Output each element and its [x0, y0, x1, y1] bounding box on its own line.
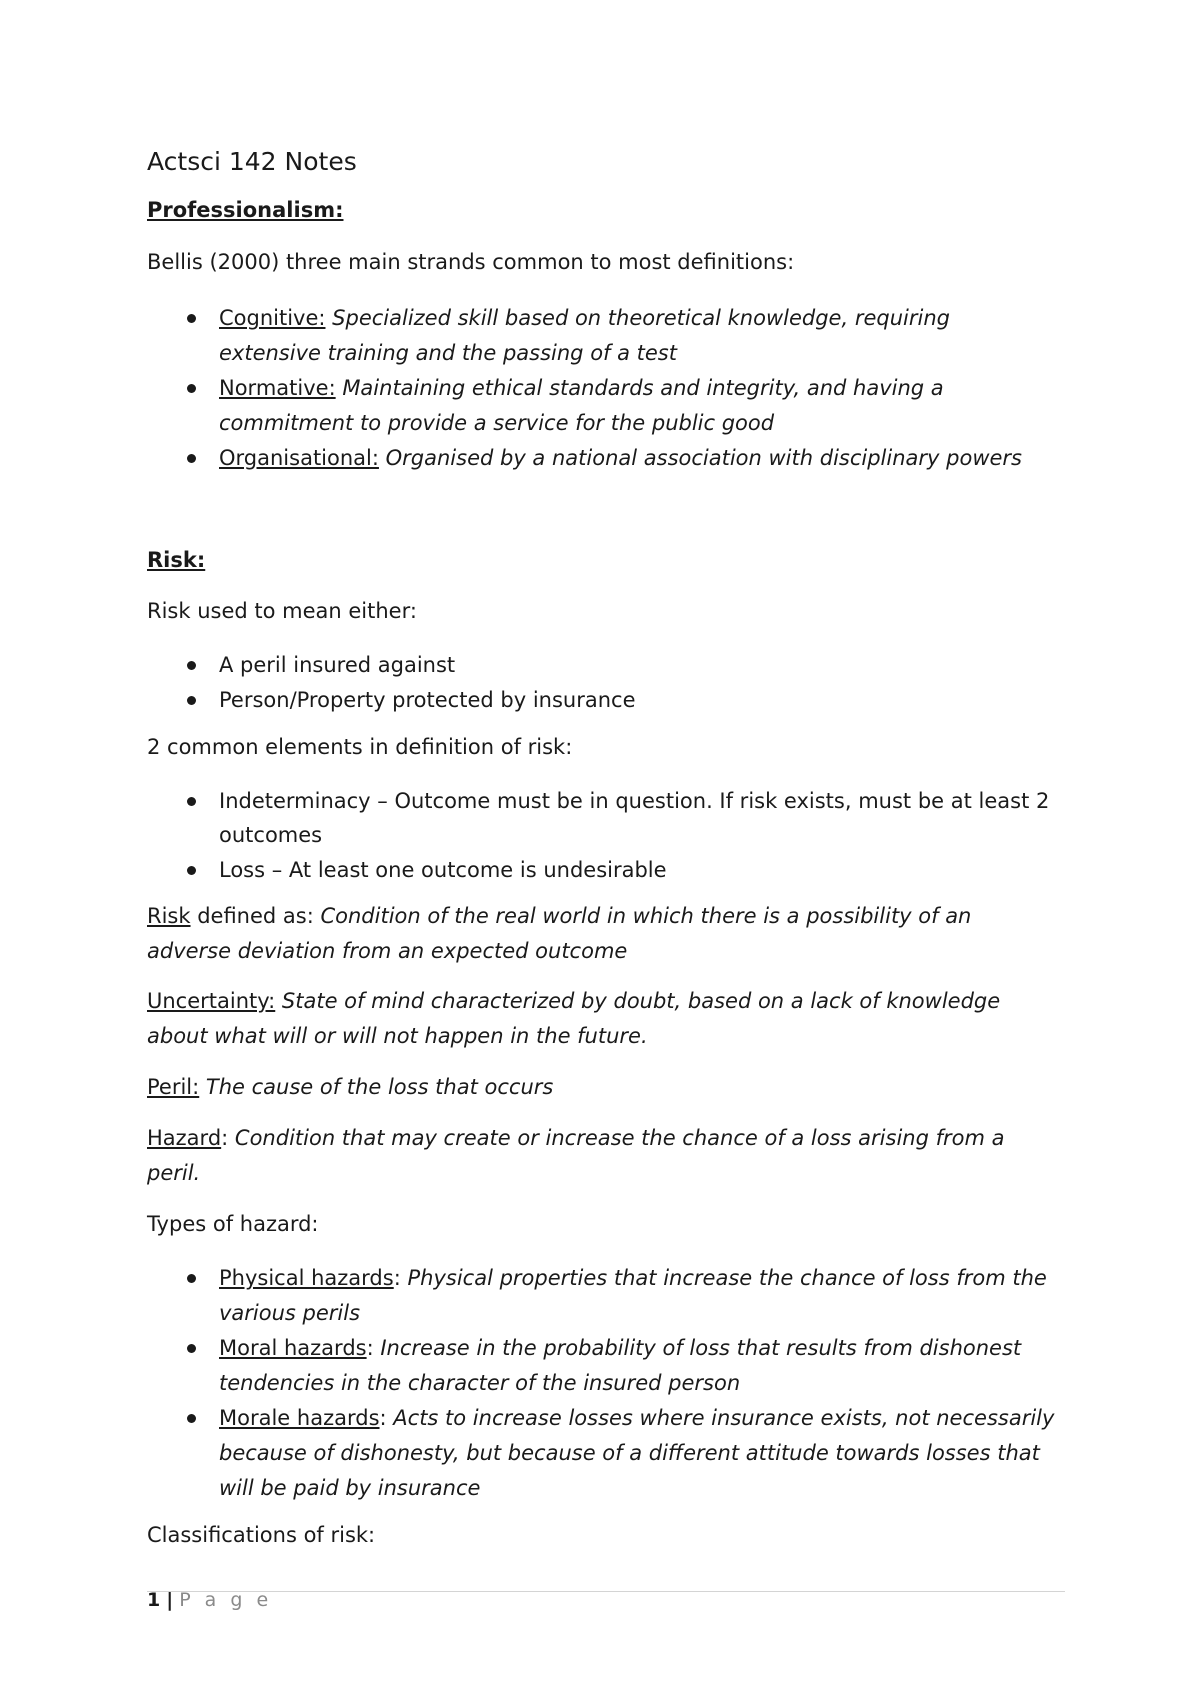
common-elements-intro: 2 common elements in definition of risk:: [147, 735, 573, 759]
definition-text: Increase in the probability of loss that results from dishonest: [380, 1336, 1022, 1360]
bullet-icon: [187, 1274, 196, 1283]
classifications-heading: Classifications of risk:: [147, 1523, 376, 1547]
bullet-icon: [187, 1344, 196, 1353]
definition-text: Condition that may create or increase the chance of a loss arising from a: [234, 1126, 1005, 1150]
page-number: 1: [147, 1589, 161, 1611]
footer-divider: [147, 1591, 1065, 1592]
list-item: Morale hazards: Acts to increase losses where insurance exists, not necessarily: [219, 1406, 1055, 1430]
bullet-icon: [187, 1414, 196, 1423]
bullet-icon: [187, 797, 196, 806]
risk-definition: [147, 904, 971, 928]
risk-used-to-mean: Risk used to mean either:: [147, 599, 417, 623]
term-cognitive: Cognitive:: [219, 306, 326, 330]
list-item-continuation: outcomes: [219, 823, 323, 847]
term-organisational: Organisational:: [219, 446, 379, 470]
term-physical-hazards: Physical hazards: [219, 1266, 394, 1290]
list-item: Person/Property protected by insurance: [219, 688, 636, 712]
term-hazard: Hazard: [147, 1126, 222, 1150]
definition-text: Physical properties that increase the chance of loss from the: [407, 1266, 1047, 1290]
definition-text: about what will or will not happen in the future.: [147, 1024, 648, 1048]
definition-text: peril.: [147, 1161, 201, 1185]
risk-definition-continuation: [147, 939, 627, 963]
list-item: Moral hazards: Increase in the probability of loss that results from dishonest: [219, 1336, 1022, 1360]
term-normative: Normative:: [219, 376, 336, 400]
types-of-hazard-heading: Types of hazard:: [147, 1212, 319, 1236]
hazard-definition: [147, 1126, 1004, 1150]
page-label: P a g e: [179, 1589, 273, 1611]
peril-definition: [147, 1075, 553, 1099]
definition-text: adverse deviation from an expected outcome: [147, 939, 628, 963]
page-title: Actsci 142 Notes: [147, 147, 357, 176]
bullet-icon: [187, 384, 196, 393]
definition-text: because of dishonesty, but because of a different attitude towards losses that: [219, 1441, 1040, 1465]
definition-text: Condition of the real world in which there is a possibility of an: [320, 904, 972, 928]
term-moral-hazards: Moral hazards: [219, 1336, 367, 1360]
list-item-continuation: [219, 1436, 1040, 1471]
bullet-icon: [187, 661, 196, 670]
professionalism-heading: Professionalism:: [147, 198, 344, 222]
professionalism-intro: Bellis (2000) three main strands common to most definitions:: [147, 250, 795, 274]
uncertainty-definition: [147, 989, 1000, 1013]
hazard-definition-continuation: [147, 1161, 200, 1185]
definition-separator: :: [221, 1126, 235, 1150]
definition-text: will be paid by insurance: [219, 1476, 481, 1500]
list-item: [219, 301, 950, 336]
definition-text: State of mind characterized by doubt, based on a lack of knowledge: [275, 989, 1001, 1013]
list-item-continuation: [219, 1296, 360, 1331]
definition-text: commitment to provide a service for the public good: [219, 411, 775, 435]
list-item-continuation: [219, 1366, 740, 1401]
definition-label: defined as:: [190, 904, 321, 928]
definition-text: Organised by a national association with disciplinary powers: [378, 446, 1022, 470]
term-uncertainty: Uncertainty:: [147, 989, 276, 1013]
bullet-icon: [187, 314, 196, 323]
bullet-icon: [187, 696, 196, 705]
list-item: Indeterminacy – Outcome must be in question. If risk exists, must be at least 2: [219, 789, 1050, 813]
term-risk: Risk: [147, 904, 191, 928]
definition-text: tendencies in the character of the insured person: [219, 1371, 741, 1395]
list-item-continuation: [219, 336, 677, 371]
list-item-continuation: [219, 1471, 480, 1506]
page-footer: [147, 1589, 272, 1611]
definition-text: Acts to increase losses where insurance exists, not necessarily: [393, 1406, 1055, 1430]
list-item: [219, 441, 1022, 476]
list-item: Loss – At least one outcome is undesirable: [219, 858, 667, 882]
definition-text: The cause of the loss that occurs: [199, 1075, 554, 1099]
term-peril: Peril:: [147, 1075, 200, 1099]
list-item: Physical hazards: Physical properties that increase the chance of loss from the: [219, 1266, 1047, 1290]
list-item: [219, 371, 944, 406]
bullet-icon: [187, 454, 196, 463]
risk-heading: Risk:: [147, 548, 206, 572]
footer-separator: |: [166, 1589, 174, 1611]
list-item: A peril insured against: [219, 653, 456, 677]
definition-text: Maintaining ethical standards and integrity, and having a: [335, 376, 944, 400]
definition-text: Specialized skill based on theoretical knowledge, requiring: [325, 306, 950, 330]
list-item-continuation: [219, 406, 774, 441]
term-morale-hazards: Morale hazards: [219, 1406, 380, 1430]
uncertainty-definition-continuation: [147, 1024, 648, 1048]
bullet-icon: [187, 866, 196, 875]
definition-text: extensive training and the passing of a test: [219, 341, 677, 365]
definition-text: various perils: [219, 1301, 361, 1325]
